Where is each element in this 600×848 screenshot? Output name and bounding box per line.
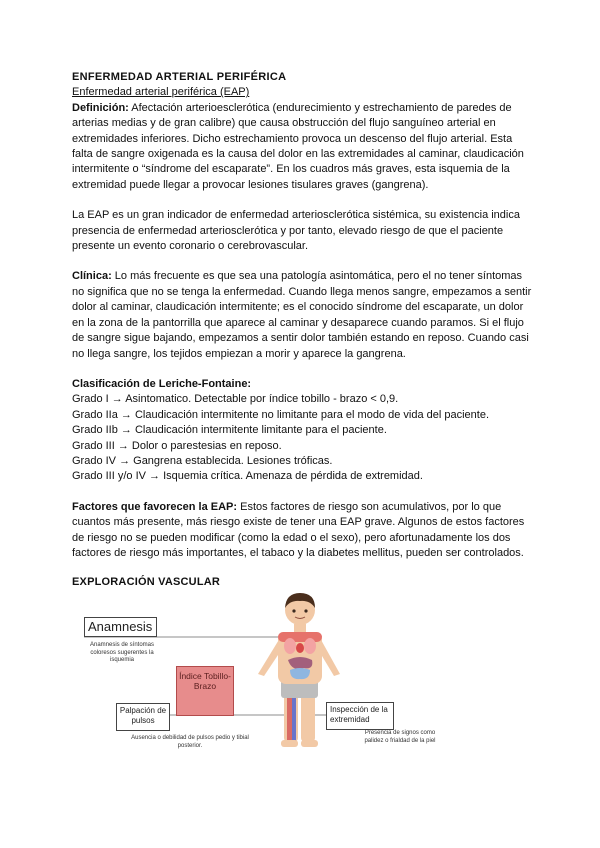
heart (296, 643, 304, 653)
classification-heading: Clasificación de Leriche-Fontaine: (72, 377, 252, 390)
page-subtitle: Enfermedad arterial periférica (EAP) (72, 86, 250, 99)
lung-left (284, 638, 296, 654)
palpacion-box: Palpación de pulsos (116, 703, 170, 731)
neck (294, 624, 306, 632)
clinica-text: Lo más frecuente es que sea una patología asintomática, pero el no tener síntomas no significa que no se tenga la enfermedad. Cuando llega menos sangre, empezamos a sentir dolor al caminar, claudicación intermitente; es el conocido síndrome del escaparate, un dolor en la zona de la pantorrilla que aparece al caminar y desaparece cuando paramos. Si el flujo de sangre sigue bajando, empezamos a sentir dolor también estando en reposo. Cuando casi no llega sangre, los tejidos empiezan a morir y aparece la gangrena. (72, 270, 532, 360)
grade-item: Grado IIa → Claudicación intermitente no limitante para el modo de vida del paciente. (72, 408, 490, 421)
inspeccion-box: Inspección de la extremidad (326, 702, 394, 730)
lung-right (304, 638, 316, 654)
eye-left (292, 609, 295, 612)
factores-label: Factores que favorecen la EAP: (72, 500, 238, 513)
inspeccion-caption: Presencia de signos como palidez o frialdad de la piel (364, 730, 436, 744)
eye-right (304, 609, 307, 612)
grade-item: Grado III → Dolor o parestesias en reposo. (72, 439, 282, 452)
page-title: ENFERMEDAD ARTERIAL PERIFÉRICA (72, 71, 287, 83)
factores-paragraph (72, 500, 532, 562)
document-body (72, 70, 532, 591)
left-foot (281, 740, 298, 747)
grade-item: Grado III y/o IV → Isquemia crítica. Amenaza de pérdida de extremidad. (72, 470, 423, 483)
section-title-exploracion: EXPLORACIÓN VASCULAR (72, 576, 221, 589)
right-foot (301, 740, 318, 747)
grade-item: Grado IV → Gangrena establecida. Lesiones tróficas. (72, 454, 333, 467)
grade-item: Grado I → Asintomatico. Detectable por índice tobillo - brazo < 0,9. (72, 393, 399, 406)
indice-tobillo-brazo-box: Índice Tobillo-Brazo (176, 666, 234, 716)
intestines (290, 668, 310, 679)
eap-paragraph: La EAP es un gran indicador de enfermedad arteriosclerótica sistémica, su existencia indica presencia de enfermedad arteriosclerótica y por tanto, elevado riesgo de que el paciente presente un evento coronario o cerebrovascular. (72, 209, 520, 253)
definition-paragraph (72, 101, 532, 193)
vascular-exploration-figure (78, 590, 458, 760)
clinica-label: Clínica: (72, 270, 112, 283)
anamnesis-box: Anamnesis (84, 617, 157, 637)
factores-text: Estos factores de riesgo son acumulativos, por lo que cuantos más presente, más riesgo existe de tener una EAP grave. Algunos de estos factores de riesgo no se pueden modificar (como la edad o el sexo), pero afortunadamente los dos factores de riesgo más importantes, el tabaco y la diabetes mellitus, pueden ser controlados. (72, 500, 525, 559)
definition-label: Definición: (72, 101, 129, 114)
palpacion-caption: Ausencia o debilidad de pulsos pedio y tibial posterior. (131, 735, 249, 749)
definition-text: Afectación arterioesclerótica (endurecimiento y estrechamiento de paredes de arterias medias y de gran calibre) que causa obstrucción del flujo sanguíneo arterial en extremidades inferiores. Dicho estrechamiento provoca un descenso del flujo arterial. Esta falta de sangre oxigenada es la causa del dolor en las extremidades al caminar, claudicación intermitente o “síndrome del escaparate”. En los cuadros más graves, esta isquemia de la extremidad puede llegar a provocar lesiones tisulares graves (gangrena). (72, 101, 524, 191)
shirt-collar (278, 632, 322, 642)
grade-item: Grado IIb → Claudicación intermitente limitante para el paciente. (72, 424, 387, 437)
anamnesis-caption: Anamnesis de síntomas coloresos sugerentes la isquemia (89, 642, 155, 663)
clinica-paragraph (72, 269, 532, 361)
